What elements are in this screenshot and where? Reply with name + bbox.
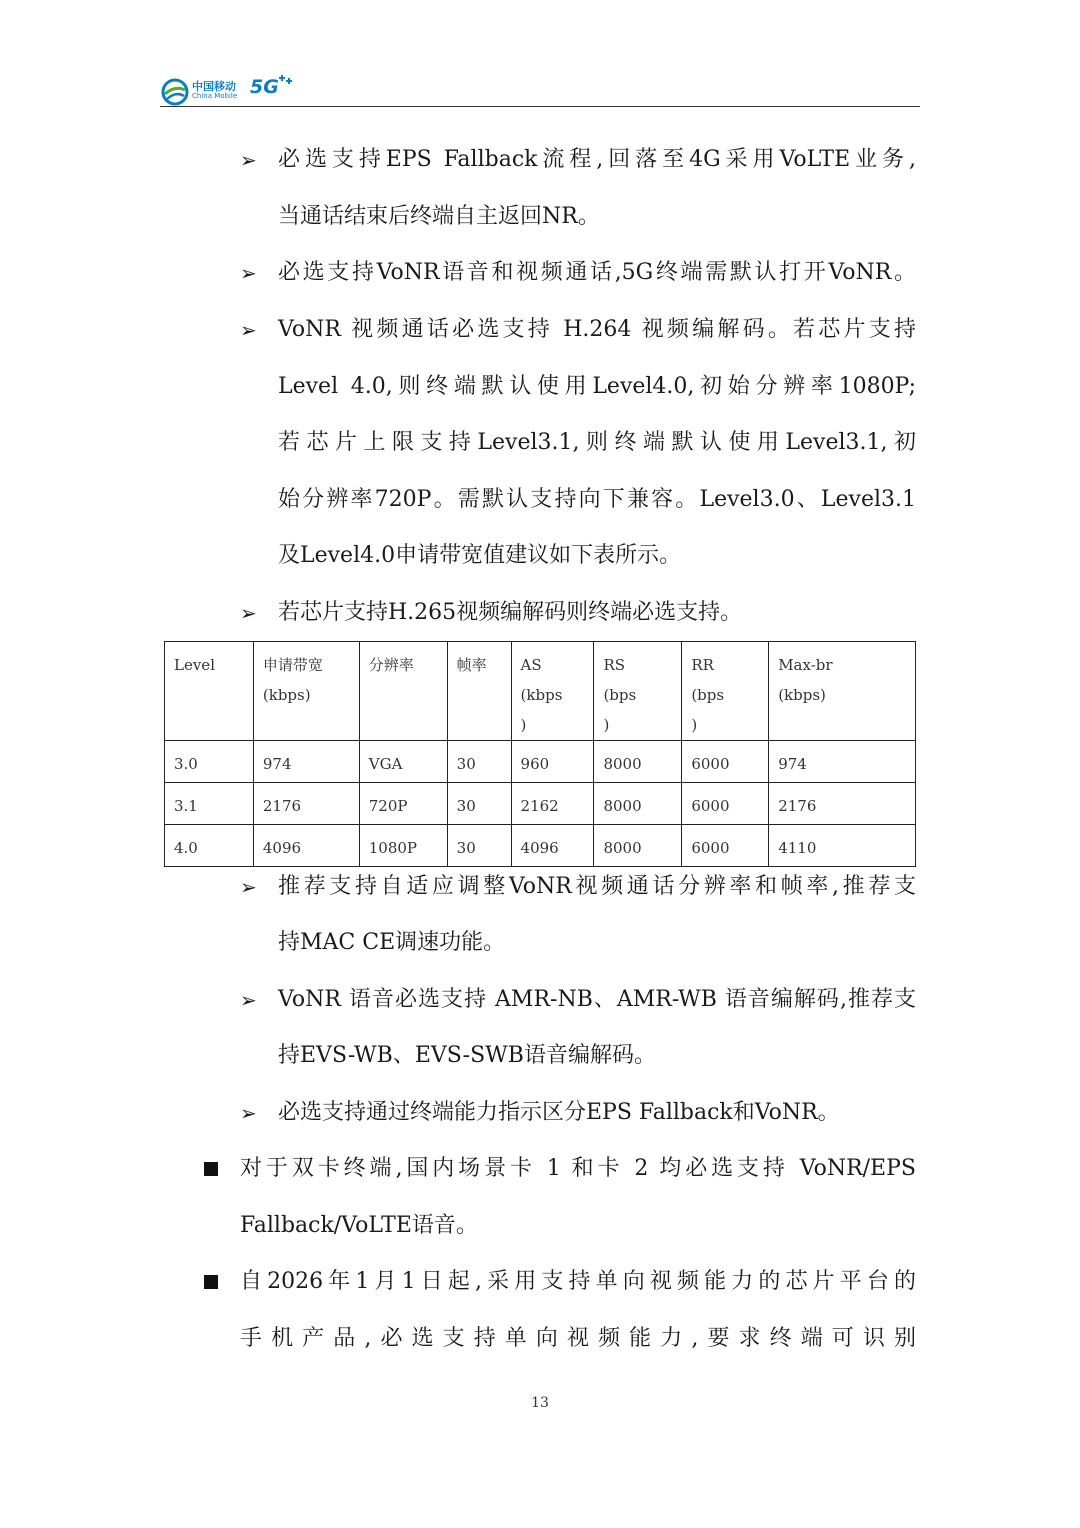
paragraph-line: Level 4.0,则终端默认使用Level4.0,初始分辨率1080P; — [278, 374, 916, 399]
arrow-bullet-icon: ➢ — [240, 1101, 257, 1125]
china-mobile-logo-icon — [160, 76, 190, 108]
table-cell: 960 — [511, 741, 594, 783]
logo-cn-text: 中国移动 — [192, 80, 236, 93]
table-cell: 30 — [447, 825, 511, 867]
table-cell: 6000 — [682, 825, 769, 867]
table-row — [165, 741, 916, 783]
table-cell: 720P — [359, 783, 447, 825]
arrow-bullet-icon: ➢ — [240, 261, 257, 285]
table-header-row — [165, 642, 916, 741]
arrow-bullet-icon: ➢ — [240, 148, 257, 172]
table-cell: 4110 — [769, 825, 916, 867]
paragraph-line: 持EVS-WB、EVS-SWB语音编解码。 — [278, 1043, 656, 1068]
table-header-cell: 帧率 — [447, 642, 511, 741]
logo-5g-text: 5G — [250, 76, 279, 98]
arrow-bullet-icon: ➢ — [240, 875, 257, 899]
header-rule — [160, 106, 920, 107]
paragraph-line: 及Level4.0申请带宽值建议如下表所示。 — [278, 543, 682, 568]
table-cell: 2176 — [769, 783, 916, 825]
table-header-cell: RS (bps ) — [594, 642, 682, 741]
table-header-cell: 申请带宽 (kbps) — [253, 642, 359, 741]
table-cell: 6000 — [682, 741, 769, 783]
table-cell: 30 — [447, 741, 511, 783]
table-header-cell: AS (kbps ) — [511, 642, 594, 741]
logo-en-text: China Mobile — [192, 92, 238, 100]
page-header — [160, 72, 920, 108]
table-header-cell: RR (bps ) — [682, 642, 769, 741]
table-cell: 3.0 — [165, 741, 254, 783]
table-cell: 8000 — [594, 825, 682, 867]
paragraph-line: 若芯片支持H.265视频编解码则终端必选支持。 — [278, 600, 743, 625]
arrow-bullet-icon: ➢ — [240, 988, 257, 1012]
paragraph-line: 若芯片上限支持Level3.1,则终端默认使用Level3.1,初 — [278, 430, 916, 455]
arrow-bullet-icon: ➢ — [240, 601, 257, 625]
table-cell: 2176 — [253, 783, 359, 825]
bandwidth-table — [164, 641, 916, 867]
paragraph-line: VoNR 语音必选支持 AMR-NB、AMR-WB 语音编解码,推荐支 — [278, 987, 916, 1012]
paragraph-line: 必选支持通过终端能力指示区分EPS Fallback和VoNR。 — [278, 1100, 840, 1125]
paragraph-line: 自2026年1月1日起,采用支持单向视频能力的芯片平台的 — [240, 1269, 916, 1294]
paragraph-line: VoNR 视频通话必选支持 H.264 视频编解码。若芯片支持 — [278, 317, 916, 342]
table-cell: 4096 — [253, 825, 359, 867]
table-cell: 3.1 — [165, 783, 254, 825]
paragraph-line: 必选支持EPS Fallback流程,回落至4G采用VoLTE业务, — [278, 147, 916, 172]
table-cell: 6000 — [682, 783, 769, 825]
paragraph-line: 推荐支持自适应调整VoNR视频通话分辨率和帧率,推荐支 — [278, 874, 916, 899]
arrow-bullet-icon: ➢ — [240, 318, 257, 342]
table-cell: 4.0 — [165, 825, 254, 867]
square-bullet-icon — [204, 1275, 218, 1289]
page-number: 13 — [531, 1395, 549, 1411]
paragraph-line: 对于双卡终端,国内场景卡 1 和卡 2 均必选支持 VoNR/EPS — [240, 1156, 916, 1181]
table-header-cell: Level — [165, 642, 254, 741]
paragraph-line: 手机产品,必选支持单向视频能力,要求终端可识别 — [240, 1326, 916, 1351]
paragraph-line: 当通话结束后终端自主返回NR。 — [278, 204, 600, 229]
table-header-cell: 分辨率 — [359, 642, 447, 741]
paragraph-line: 必选支持VoNR语音和视频通话,5G终端需默认打开VoNR。 — [278, 260, 916, 285]
table-cell: 4096 — [511, 825, 594, 867]
table-cell: 2162 — [511, 783, 594, 825]
table-cell: 8000 — [594, 741, 682, 783]
table-cell: 8000 — [594, 783, 682, 825]
table-cell: 974 — [253, 741, 359, 783]
table-cell: VGA — [359, 741, 447, 783]
paragraph-line: Fallback/VoLTE语音。 — [240, 1213, 478, 1238]
table-header-cell: Max-br (kbps) — [769, 642, 916, 741]
paragraph-line: 始分辨率720P。需默认支持向下兼容。Level3.0、Level3.1 — [278, 487, 916, 512]
table-cell: 974 — [769, 741, 916, 783]
table-row — [165, 825, 916, 867]
table-cell: 30 — [447, 783, 511, 825]
paragraph-line: 持MAC CE调速功能。 — [278, 930, 506, 955]
table-row — [165, 783, 916, 825]
table-cell: 1080P — [359, 825, 447, 867]
square-bullet-icon — [204, 1162, 218, 1176]
5g-plus-icon — [278, 74, 294, 86]
